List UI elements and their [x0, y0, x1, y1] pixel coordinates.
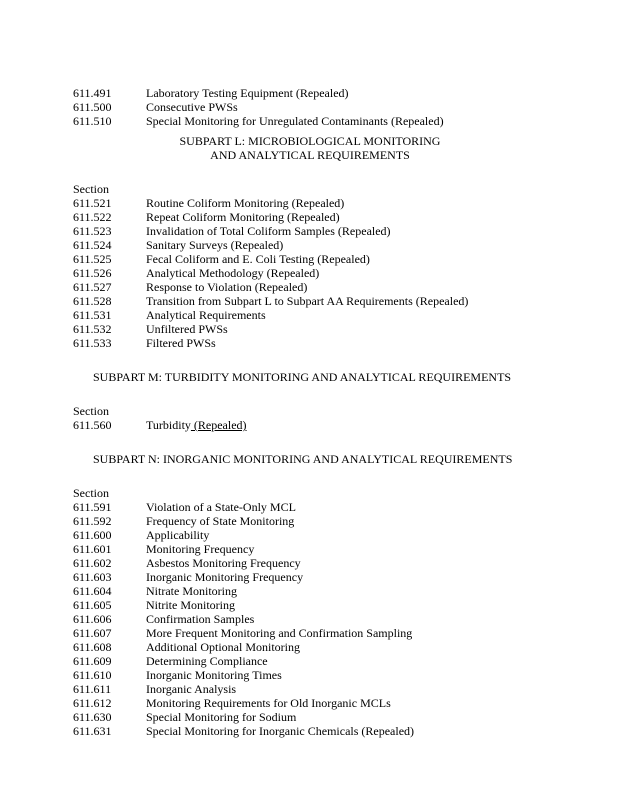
- table-of-contents: [73, 86, 553, 738]
- subpart-l-heading-line2: AND ANALYTICAL REQUIREMENTS: [210, 148, 410, 162]
- section-number: 611.611: [73, 682, 112, 696]
- section-number: 611.533: [73, 336, 112, 350]
- section-title: Special Monitoring for Inorganic Chemicals (Repealed): [146, 724, 415, 738]
- section-label: Section: [73, 404, 109, 418]
- section-title: Analytical Methodology (Repealed): [146, 266, 320, 280]
- toc-row: [73, 266, 553, 280]
- toc-row: [73, 710, 553, 724]
- section-number: 611.612: [73, 696, 112, 710]
- section-title: Monitoring Frequency: [146, 542, 255, 556]
- section-title: Nitrite Monitoring: [146, 598, 235, 612]
- section-title: Inorganic Analysis: [146, 682, 237, 696]
- section-number: 611.527: [73, 280, 112, 294]
- toc-row: [73, 196, 553, 210]
- section-number: 611.608: [73, 640, 112, 654]
- section-number: 611.510: [73, 114, 112, 128]
- section-title: Routine Coliform Monitoring (Repealed): [146, 196, 345, 210]
- section-number: 611.631: [73, 724, 112, 738]
- section-title: Inorganic Monitoring Times: [146, 668, 282, 682]
- toc-row: [73, 418, 553, 432]
- toc-row: [73, 640, 553, 654]
- section-label: Section: [73, 182, 109, 196]
- section-title: Violation of a State-Only MCL: [146, 500, 296, 514]
- repealed-underlined: (Repealed): [190, 418, 247, 432]
- section-number: 611.609: [73, 654, 112, 668]
- section-number: 611.523: [73, 224, 112, 238]
- section-number: 611.522: [73, 210, 112, 224]
- section-number: 611.500: [73, 100, 112, 114]
- section-number: 611.600: [73, 528, 112, 542]
- section-number: 611.591: [73, 500, 112, 514]
- section-title: Asbestos Monitoring Frequency: [146, 556, 301, 570]
- section-title: Response to Violation (Repealed): [146, 280, 308, 294]
- section-title-text: Turbidity: [146, 418, 191, 432]
- toc-row: [73, 584, 553, 598]
- toc-row: [73, 626, 553, 640]
- section-number: 611.560: [73, 418, 112, 432]
- toc-row: [73, 322, 553, 336]
- section-number: 611.605: [73, 598, 112, 612]
- toc-row: [73, 252, 553, 266]
- toc-row: [73, 514, 553, 528]
- toc-row: [73, 294, 553, 308]
- toc-row: [73, 542, 553, 556]
- section-title: Frequency of State Monitoring: [146, 514, 295, 528]
- section-number: 611.526: [73, 266, 112, 280]
- section-label: Section: [73, 486, 109, 500]
- toc-row: [73, 238, 553, 252]
- toc-row: [73, 668, 553, 682]
- toc-row: [73, 500, 553, 514]
- section-title: Monitoring Requirements for Old Inorganic MCLs: [146, 696, 391, 710]
- section-title: Repeat Coliform Monitoring (Repealed): [146, 210, 340, 224]
- section-title: Confirmation Samples: [146, 612, 255, 626]
- section-number: 611.610: [73, 668, 112, 682]
- section-title: Sanitary Surveys (Repealed): [146, 238, 284, 252]
- toc-row: [73, 556, 553, 570]
- toc-row: [73, 612, 553, 626]
- toc-row: [73, 100, 553, 114]
- section-title: Laboratory Testing Equipment (Repealed): [146, 86, 349, 100]
- section-number: 611.630: [73, 710, 112, 724]
- section-title: Transition from Subpart L to Subpart AA Requirements (Repealed): [146, 294, 469, 308]
- toc-row: [73, 598, 553, 612]
- toc-row: [73, 570, 553, 584]
- toc-row: [73, 682, 553, 696]
- section-number: 611.592: [73, 514, 112, 528]
- section-title: Analytical Requirements: [146, 308, 266, 322]
- toc-row: [73, 654, 553, 668]
- section-title: Inorganic Monitoring Frequency: [146, 570, 304, 584]
- section-number: 611.606: [73, 612, 112, 626]
- section-title: Additional Optional Monitoring: [146, 640, 300, 654]
- section-number: 611.531: [73, 308, 112, 322]
- toc-row: [73, 114, 553, 128]
- section-number: 611.603: [73, 570, 112, 584]
- section-number: 611.525: [73, 252, 112, 266]
- section-number: 611.528: [73, 294, 112, 308]
- section-title: [146, 418, 247, 432]
- section-number: 611.521: [73, 196, 112, 210]
- toc-row: [73, 224, 553, 238]
- section-title: Fecal Coliform and E. Coli Testing (Repealed): [146, 252, 370, 266]
- section-number: 611.601: [73, 542, 112, 556]
- toc-row: [73, 308, 553, 322]
- section-number: 611.604: [73, 584, 112, 598]
- subpart-m-heading: SUBPART M: TURBIDITY MONITORING AND ANALYTICAL REQUIREMENTS: [93, 370, 512, 384]
- section-number: 611.607: [73, 626, 112, 640]
- section-title: Unfiltered PWSs: [146, 322, 228, 336]
- section-number: 611.524: [73, 238, 112, 252]
- section-number: 611.491: [73, 86, 112, 100]
- section-title: Special Monitoring for Unregulated Contaminants (Repealed): [146, 114, 444, 128]
- section-title: Applicability: [146, 528, 210, 542]
- toc-row: [73, 336, 553, 350]
- section-number: 611.602: [73, 556, 112, 570]
- toc-row: [73, 86, 553, 100]
- section-title: Nitrate Monitoring: [146, 584, 237, 598]
- section-title: More Frequent Monitoring and Confirmation Sampling: [146, 626, 413, 640]
- toc-row: [73, 696, 553, 710]
- toc-row: [73, 280, 553, 294]
- section-title: Determining Compliance: [146, 654, 268, 668]
- section-title: Consecutive PWSs: [146, 100, 238, 114]
- section-number: 611.532: [73, 322, 112, 336]
- section-title: Special Monitoring for Sodium: [146, 710, 297, 724]
- toc-row: [73, 210, 553, 224]
- subpart-l-heading-line1: SUBPART L: MICROBIOLOGICAL MONITORING: [179, 134, 441, 148]
- toc-row: [73, 724, 553, 738]
- subpart-n-heading: SUBPART N: INORGANIC MONITORING AND ANALYTICAL REQUIREMENTS: [93, 452, 513, 466]
- toc-row: [73, 528, 553, 542]
- section-title: Invalidation of Total Coliform Samples (Repealed): [146, 224, 391, 238]
- section-title: Filtered PWSs: [146, 336, 216, 350]
